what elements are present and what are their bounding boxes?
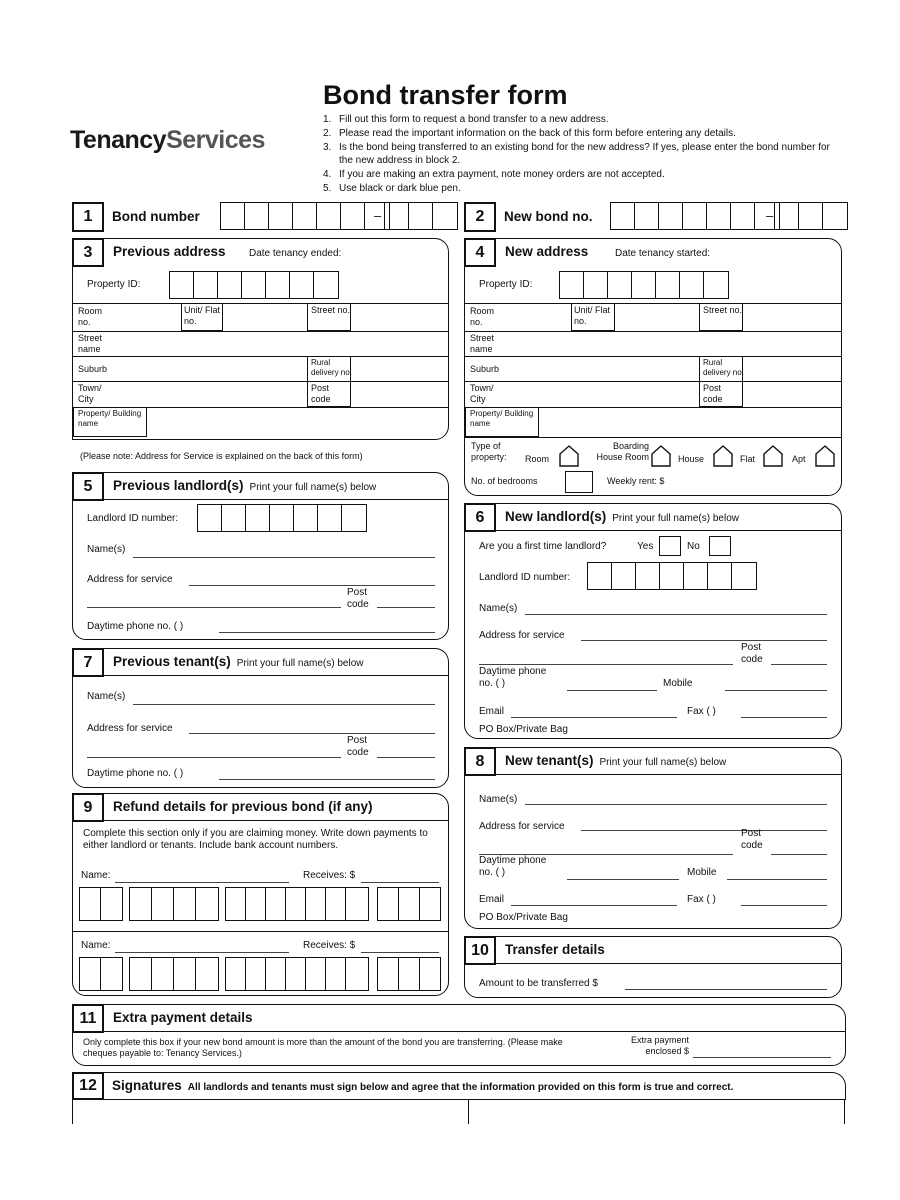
new-tenant-fax-field[interactable]	[741, 905, 827, 906]
section-title: New tenant(s) Print your full name(s) below	[505, 753, 727, 768]
section-previous-landlord: 5 Previous landlord(s) Print your full name(s) below Landlord ID number: Name(s) Address for service Post code Daytime phone no. ( )	[72, 472, 449, 640]
house-checkbox-apt[interactable]	[815, 445, 835, 467]
logo: TenancyServices	[70, 126, 265, 154]
previous-landlord-postcode-field[interactable]	[377, 607, 435, 608]
section-number: 1	[72, 202, 104, 232]
section-title: Transfer details	[505, 942, 605, 957]
new-tenant-postcode-field[interactable]	[771, 854, 827, 855]
section-new-bond-number: 2 New bond no. –	[464, 202, 844, 232]
previous-tenant-names-field[interactable]	[133, 704, 435, 705]
section-previous-tenant: 7 Previous tenant(s) Print your full name(s) below Name(s) Address for service Post code Daytime phone no. ( )	[72, 648, 449, 788]
section-signatures	[72, 1072, 846, 1124]
section-title: New address	[505, 244, 589, 259]
section-number: 5	[72, 472, 104, 501]
instruction-item: 2. Please read the important information on the back of this form before entering any details.	[323, 127, 736, 139]
new-tenant-phone-field[interactable]	[567, 879, 679, 880]
instruction-item: 3. Is the bond being transferred to an existing bond for the new address? If yes, please enter the bond number for the new address in block 2.	[323, 141, 830, 167]
new-landlord-fax-field[interactable]	[741, 717, 827, 718]
new-property-id-boxes[interactable]	[559, 271, 729, 299]
house-checkbox-room[interactable]	[559, 445, 579, 467]
section-title: Signatures All landlords and tenants must sign below and agree that the information provided on this form is true and correct.	[112, 1078, 734, 1093]
new-tenant-address-field[interactable]	[581, 830, 827, 831]
previous-landlord-phone-field[interactable]	[219, 632, 435, 633]
new-landlord-email-field[interactable]	[511, 717, 677, 718]
section-number: 12	[72, 1072, 104, 1100]
section-title: New bond no.	[504, 209, 593, 224]
refund-amount-field-1[interactable]	[361, 882, 439, 883]
previous-landlord-id-boxes[interactable]	[197, 504, 367, 532]
house-checkbox-boarding[interactable]	[651, 445, 671, 467]
section-number: 11	[72, 1004, 104, 1033]
refund-amount-field-2[interactable]	[361, 952, 439, 953]
section-number: 10	[464, 936, 496, 965]
section-title: Bond number	[112, 209, 200, 224]
refund-bank-boxes-2[interactable]	[79, 957, 123, 991]
new-landlord-phone-field[interactable]	[567, 690, 657, 691]
section-extra-payment: 11 Extra payment details Only complete this box if your new bond amount is more than the amount of the bond you are transferring. (Please make cheques payable to: Tenancy Services.) Extra payment enclosed $	[72, 1004, 846, 1066]
extra-payment-field[interactable]	[693, 1057, 831, 1058]
new-tenant-names-field[interactable]	[525, 804, 827, 805]
new-landlord-names-field[interactable]	[525, 614, 827, 615]
new-tenant-email-field[interactable]	[511, 905, 677, 906]
instruction-item: 1. Fill out this form to request a bond transfer to a new address.	[323, 114, 609, 125]
first-time-yes-checkbox[interactable]	[659, 536, 681, 556]
refund-bank-boxes-1[interactable]	[79, 887, 123, 921]
previous-property-id-boxes[interactable]	[169, 271, 339, 299]
section-title: Refund details for previous bond (if any)	[113, 799, 373, 814]
bedrooms-box[interactable]	[565, 471, 593, 493]
instruction-item: 5. Use black or dark blue pen.	[323, 182, 461, 194]
previous-tenant-postcode-field[interactable]	[377, 757, 435, 758]
address-service-note: (Please note: Address for Service is explained on the back of this form)	[80, 451, 363, 461]
instructions-list	[323, 113, 843, 196]
section-new-address: 4 New address Date tenancy started: Property ID: Room no. Unit/ Flat no. Street no. Street name Suburb Rural delivery no. Town/ City Post code Property/ Building name Type of property: Room Boarding House Room House Flat Apt No. of bedrooms Weekly rent: $	[464, 238, 842, 496]
previous-tenant-phone-field[interactable]	[219, 779, 435, 780]
new-landlord-id-boxes[interactable]	[587, 562, 757, 590]
section-title: Extra payment details	[113, 1010, 253, 1025]
previous-landlord-names-field[interactable]	[133, 557, 435, 558]
new-landlord-mobile-field[interactable]	[725, 690, 827, 691]
refund-name-field-1[interactable]	[115, 882, 289, 883]
transfer-amount-field[interactable]	[625, 989, 827, 990]
house-checkbox-house[interactable]	[713, 445, 733, 467]
section-number: 3	[72, 238, 104, 267]
instruction-item: 4. If you are making an extra payment, note money orders are not accepted.	[323, 169, 665, 181]
section-title: Previous address	[113, 244, 226, 259]
section-number: 8	[464, 747, 496, 776]
page-title: Bond transfer form	[323, 80, 568, 110]
new-tenant-mobile-field[interactable]	[727, 879, 827, 880]
section-previous-address: 3 Previous address Date tenancy ended: Property ID: Room no. Unit/ Flat no. Street no. Street name Suburb Rural delivery no. Town/ City Post code Property/ Building name	[72, 238, 449, 440]
section-transfer-details: 10 Transfer details Amount to be transferred $	[464, 936, 842, 998]
section-new-tenant: 8 New tenant(s) Print your full name(s) below Name(s) Address for service Post code Daytime phone no. ( ) Mobile Email Fax ( ) PO Box/Private Bag	[464, 747, 842, 929]
bond-number-suffix-boxes[interactable]	[384, 202, 458, 230]
previous-landlord-address-field[interactable]	[189, 585, 435, 586]
new-landlord-postcode-field[interactable]	[771, 664, 827, 665]
section-number: 4	[464, 238, 496, 267]
section-number: 9	[72, 793, 104, 822]
section-title: Previous tenant(s) Print your full name(s) below	[113, 654, 364, 669]
section-refund-details: 9 Refund details for previous bond (if any) Complete this section only if you are claiming money. Write down payments to either landlord or tenants. Include bank account numbers. Name: Receives: $ Name: Receives: $	[72, 793, 449, 996]
previous-tenant-address-field[interactable]	[189, 733, 435, 734]
house-checkbox-flat[interactable]	[763, 445, 783, 467]
section-title: Previous landlord(s) Print your full name(s) below	[113, 478, 377, 493]
signature-divider	[468, 1100, 469, 1124]
refund-name-field-2[interactable]	[115, 952, 289, 953]
section-number: 7	[72, 648, 104, 677]
section-new-landlord: 6 New landlord(s) Print your full name(s) below Are you a first time landlord? Yes No Landlord ID number: Name(s) Address for service Post code Daytime phone no. ( ) Mobile Email Fax ( ) PO Box/Private Bag	[464, 503, 842, 739]
first-time-no-checkbox[interactable]	[709, 536, 731, 556]
section-number: 6	[464, 503, 496, 532]
new-bond-number-boxes[interactable]	[610, 202, 780, 230]
new-landlord-address-field[interactable]	[581, 640, 827, 641]
section-bond-number: 1 Bond number –	[72, 202, 452, 232]
section-number: 2	[464, 202, 496, 232]
section-title: New landlord(s) Print your full name(s) below	[505, 509, 739, 524]
new-bond-suffix-boxes[interactable]	[774, 202, 848, 230]
bond-number-boxes[interactable]	[220, 202, 390, 230]
